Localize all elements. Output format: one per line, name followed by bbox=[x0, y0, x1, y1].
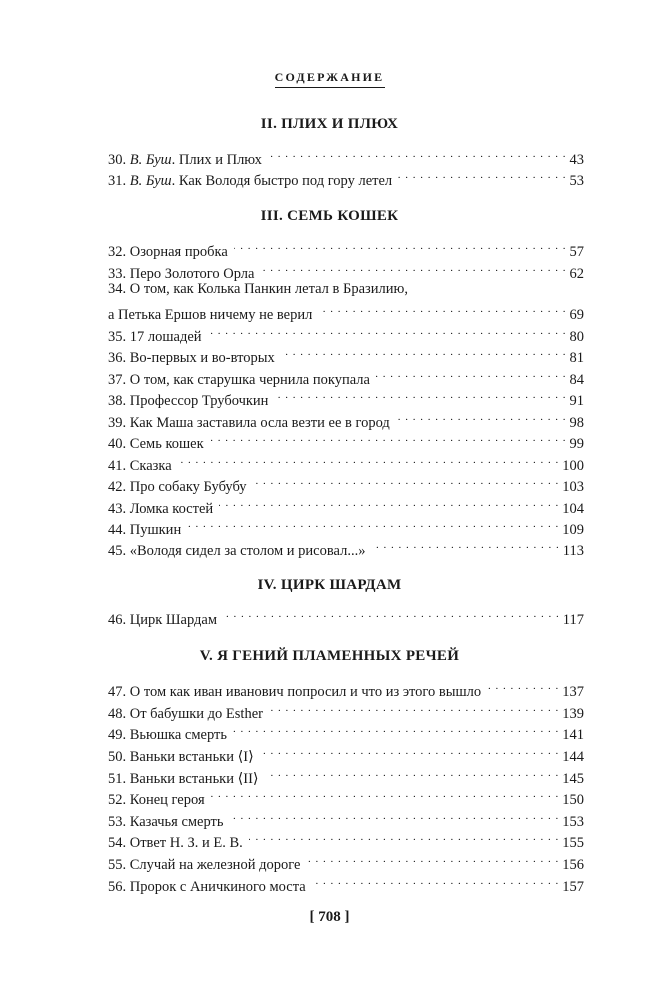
dot-leader bbox=[376, 365, 567, 384]
toc-entry-title: 30. В. Буш. Плих и Плюх bbox=[108, 152, 262, 168]
dot-leader bbox=[306, 850, 559, 869]
running-head-rule bbox=[275, 87, 385, 88]
toc-entry-page: 99 bbox=[569, 436, 584, 452]
toc-entry-page: 109 bbox=[562, 522, 584, 538]
section-title: V. Я ГЕНИЙ ПЛАМЕННЫХ РЕЧЕЙ bbox=[199, 648, 460, 664]
dot-leader bbox=[269, 699, 559, 718]
section-title: III. СЕМЬ КОШЕК bbox=[260, 208, 399, 224]
toc-entry-page: 113 bbox=[562, 543, 584, 559]
dot-leader bbox=[318, 300, 566, 319]
toc-entry-title: 31. В. Буш. Как Володя быстро под гору летел bbox=[108, 173, 393, 189]
toc-entry[interactable] bbox=[108, 605, 584, 630]
toc-entry-title: 36. Во-первых и во-вторых bbox=[108, 350, 275, 366]
toc-entry-title: 42. Про собаку Бубубу bbox=[108, 479, 247, 495]
dot-leader bbox=[274, 386, 566, 405]
toc-entry-title: 49. Вьюшка смерть bbox=[108, 727, 227, 743]
toc-entry-page: 103 bbox=[562, 479, 584, 495]
section-title: IV. ЦИРК ШАРДАМ bbox=[257, 577, 402, 593]
toc-entry-title-line1[interactable]: 34. О том, как Колька Панкин летал в Бразилию, bbox=[108, 281, 408, 297]
toc-entry-page: 104 bbox=[562, 501, 584, 517]
toc-entry-page: 157 bbox=[562, 879, 584, 895]
toc-entry-title: а Петька Ершов ничему не верил bbox=[108, 307, 313, 323]
toc-entry-page: 81 bbox=[569, 350, 584, 366]
toc-entry[interactable] bbox=[108, 872, 584, 897]
dot-leader bbox=[223, 605, 560, 624]
dot-leader bbox=[268, 145, 567, 164]
dot-leader bbox=[178, 451, 560, 470]
toc-entry-page: 145 bbox=[562, 771, 584, 787]
toc-entry[interactable] bbox=[108, 536, 584, 561]
toc-entry-title: 47. О том как иван иванович попросил и что из этого вышло bbox=[108, 684, 482, 700]
dot-leader bbox=[371, 536, 559, 555]
toc-entry-page: 53 bbox=[569, 173, 584, 189]
toc-entry-title: 51. Ваньки встаньки ⟨II⟩ bbox=[108, 771, 259, 787]
toc-entry-page: 153 bbox=[562, 814, 584, 830]
toc-entry-title: 48. От бабушки до Esther bbox=[108, 706, 263, 722]
section-title: II. ПЛИХ И ПЛЮХ bbox=[260, 116, 399, 132]
toc-entry-title: 54. Ответ Н. З. и Е. В. bbox=[108, 835, 243, 851]
toc-entry-page: 156 bbox=[562, 857, 584, 873]
toc-entry-title: 44. Пушкин bbox=[108, 522, 182, 538]
toc-entry-page: 117 bbox=[562, 612, 584, 628]
running-head-text: СОДЕРЖАНИЕ bbox=[274, 70, 385, 84]
toc-entry-title: 45. «Володя сидел за столом и рисовал...» bbox=[108, 543, 366, 559]
dot-leader bbox=[230, 807, 560, 826]
dot-leader bbox=[265, 764, 560, 783]
toc-entry-title: 53. Казачья смерть bbox=[108, 814, 224, 830]
toc-entry-page: 141 bbox=[562, 727, 584, 743]
toc-entry-page: 57 bbox=[569, 244, 584, 260]
dot-leader bbox=[487, 677, 559, 696]
dot-leader bbox=[187, 515, 559, 534]
toc-entry-title: 43. Ломка костей bbox=[108, 501, 214, 517]
toc-entry-title: 35. 17 лошадей bbox=[108, 329, 202, 345]
toc-entry-title: 33. Перо Золотого Орла bbox=[108, 266, 255, 282]
toc-entry-title: 39. Как Маша заставила осла везти ее в город bbox=[108, 415, 390, 431]
dot-leader bbox=[211, 785, 560, 804]
page-number: [ 708 ] bbox=[309, 909, 350, 925]
dot-leader bbox=[398, 166, 566, 185]
dot-leader bbox=[234, 237, 567, 256]
toc-entry-page: 150 bbox=[562, 792, 584, 808]
dot-leader bbox=[253, 472, 560, 491]
toc-entry-page: 84 bbox=[569, 372, 584, 388]
toc-entry-title: 32. Озорная пробка bbox=[108, 244, 228, 260]
toc-entry-title: 37. О том, как старушка чернила покупала bbox=[108, 372, 370, 388]
toc-entry-page: 98 bbox=[569, 415, 584, 431]
toc-entry-title: 52. Конец героя bbox=[108, 792, 205, 808]
running-head bbox=[0, 68, 659, 86]
toc-entry-page: 100 bbox=[562, 458, 584, 474]
toc-entry-page: 137 bbox=[562, 684, 584, 700]
toc-entry-page: 43 bbox=[569, 152, 584, 168]
toc-entry-title: 50. Ваньки встаньки ⟨I⟩ bbox=[108, 749, 254, 765]
toc-entry-title: 46. Цирк Шардам bbox=[108, 612, 218, 628]
dot-leader bbox=[260, 259, 566, 278]
toc-entry-page: 144 bbox=[562, 749, 584, 765]
toc-entry-title: 38. Профессор Трубочкин bbox=[108, 393, 269, 409]
dot-leader bbox=[208, 322, 567, 341]
toc-entry-page: 91 bbox=[569, 393, 584, 409]
dot-leader bbox=[396, 408, 567, 427]
toc-entry-page: 62 bbox=[569, 266, 584, 282]
toc-entry-page: 69 bbox=[569, 307, 584, 323]
toc-entry-title: 56. Пророк с Аничкиного моста bbox=[108, 879, 306, 895]
toc-entry-page: 139 bbox=[562, 706, 584, 722]
toc-entry[interactable] bbox=[108, 166, 584, 191]
dot-leader bbox=[281, 343, 567, 362]
dot-leader bbox=[249, 828, 560, 847]
toc-entry-title: 41. Сказка bbox=[108, 458, 172, 474]
dot-leader bbox=[233, 720, 559, 739]
dot-leader bbox=[312, 872, 560, 891]
dot-leader bbox=[260, 742, 559, 761]
toc-entry-page: 155 bbox=[562, 835, 584, 851]
dot-leader bbox=[210, 429, 567, 448]
toc-entry-title: 40. Семь кошек bbox=[108, 436, 204, 452]
toc-entry-page: 80 bbox=[569, 329, 584, 345]
toc-entry-title: 55. Случай на железной дороге bbox=[108, 857, 301, 873]
dot-leader bbox=[219, 494, 559, 513]
